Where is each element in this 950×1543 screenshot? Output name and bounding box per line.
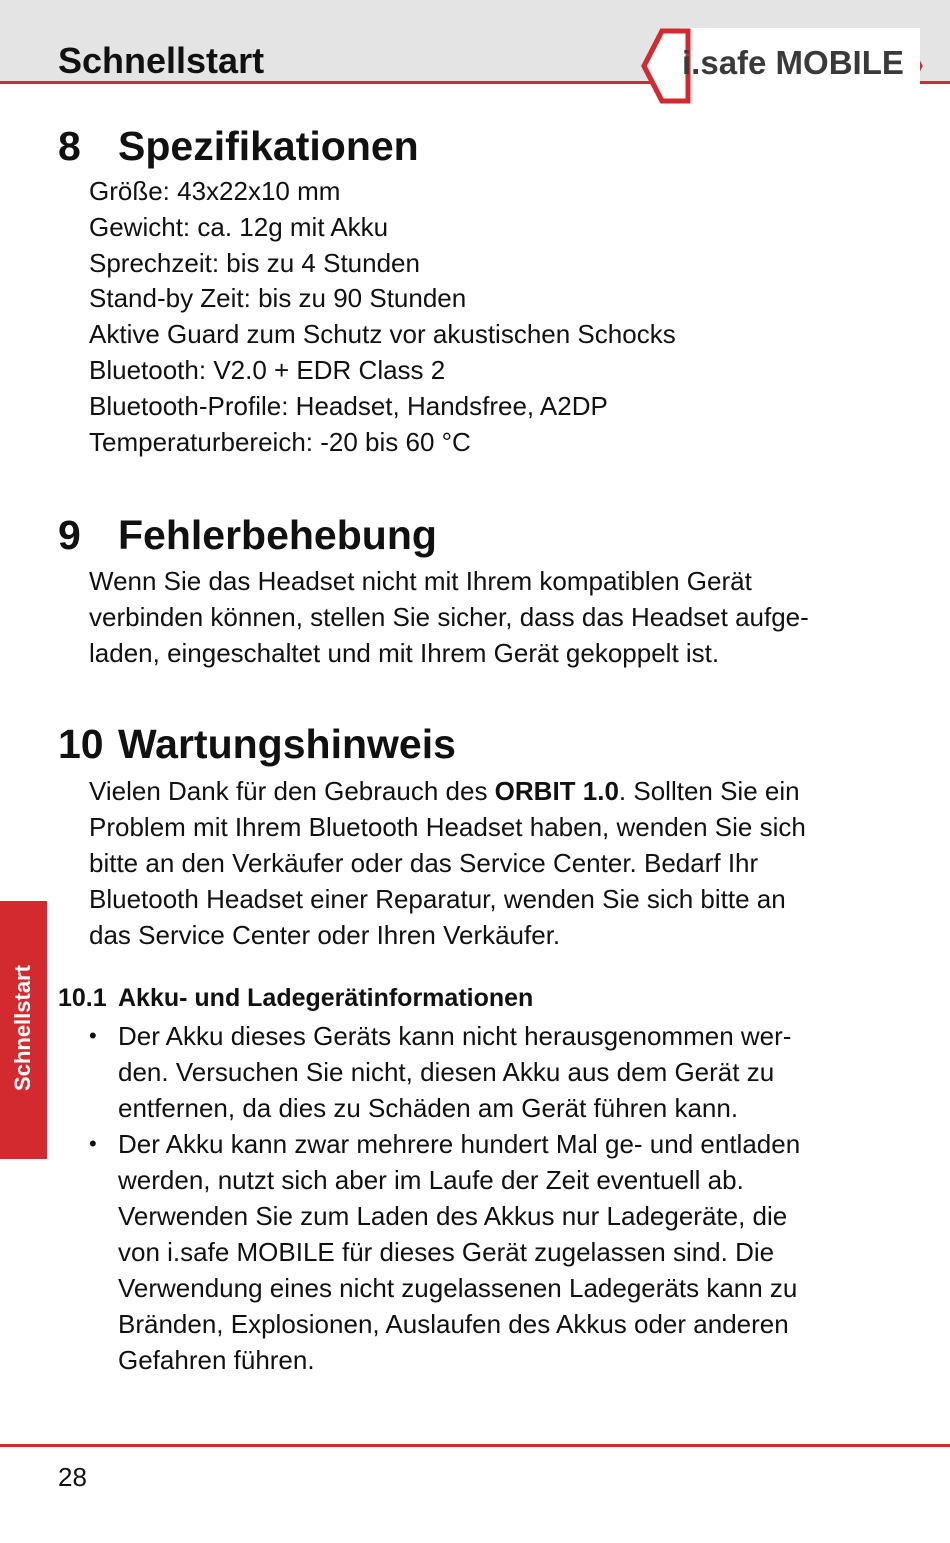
header-title: Schnellstart (58, 40, 265, 81)
spec-item: Gewicht: ca. 12g mit Akku (89, 211, 389, 242)
section-title: Spezifikationen (118, 123, 419, 169)
section-title: Akku- und Ladegerätinformationen (118, 984, 534, 1012)
spec-item: Größe: 43x22x10 mm (89, 176, 341, 206)
maintenance-line: bitte an den Verkäufer oder das Service Center. Bedarf Ihr (89, 848, 759, 878)
spec-list (89, 174, 676, 460)
list-item (88, 1018, 800, 1126)
maintenance-line: das Service Center oder Ihren Verkäufer. (89, 920, 561, 950)
bullet-line: Der Akku dieses Geräts kann nicht herausgenommen wer- (118, 1021, 792, 1051)
page-number: 28 (58, 1462, 87, 1492)
section-10-heading (58, 721, 456, 768)
section-10-1-heading (58, 984, 533, 1013)
section-title: Wartungshinweis (118, 721, 456, 767)
bullet-line: Verwendung eines nicht zugelassenen Ladegeräts kann zu (118, 1273, 798, 1303)
troubleshooting-line: laden, eingeschaltet und mit Ihrem Gerät gekoppelt ist. (89, 638, 720, 668)
spec-item: Bluetooth-Profile: Headset, Handsfree, A2DP (89, 390, 608, 421)
bullet-line: werden, nutzt sich aber im Laufe der Zeit eventuell ab. (118, 1165, 744, 1195)
spec-item: Aktive Guard zum Schutz vor akustischen Schocks (89, 319, 676, 350)
spec-item: Stand-by Zeit: bis zu 90 Stunden (89, 283, 467, 314)
maintenance-line: Problem mit Ihrem Bluetooth Headset haben, wenden Sie sich (89, 812, 806, 842)
troubleshooting-line: Wenn Sie das Headset nicht mit Ihrem kompatiblen Gerät (89, 566, 752, 596)
section-9-heading (58, 512, 437, 559)
logo-text: i.safe MOBILE (682, 44, 904, 81)
spec-item: Sprechzeit: bis zu 4 Stunden (89, 247, 420, 278)
maintenance-line (89, 773, 800, 809)
spec-item: Bluetooth: V2.0 + EDR Class 2 (89, 354, 446, 385)
section-number: 10 (58, 721, 104, 767)
bullet-icon: • (89, 1023, 97, 1048)
section-8-heading (58, 123, 419, 170)
bullet-line: Verwenden Sie zum Laden des Akkus nur Ladegeräte, die (118, 1201, 788, 1231)
section-number: 10.1 (58, 984, 107, 1012)
bullet-line: Der Akku kann zwar mehrere hundert Mal ge- und entladen (118, 1129, 801, 1159)
section-title: Fehlerbehebung (118, 512, 437, 558)
footer-divider (0, 1444, 950, 1447)
troubleshooting-line: verbinden können, stellen Sie sicher, dass das Headset aufge- (89, 602, 809, 632)
side-tab-label: Schnellstart (10, 965, 35, 1091)
list-item (88, 1126, 800, 1378)
bullet-line: entfernen, da dies zu Schäden am Gerät führen kann. (118, 1093, 739, 1123)
product-name: ORBIT 1.0 (494, 776, 619, 806)
bullet-line: Gefahren führen. (118, 1345, 315, 1375)
section-number: 8 (58, 123, 81, 169)
section-number: 9 (58, 512, 81, 558)
maintenance-text: . Sollten Sie ein (618, 776, 800, 806)
bullet-line: den. Versuchen Sie nicht, diesen Akku aus dem Gerät zu (118, 1057, 775, 1087)
bullet-icon: • (89, 1131, 97, 1156)
spec-item: Temperaturbereich: -20 bis 60 °C (89, 426, 471, 457)
bullet-line: Bränden, Explosionen, Auslaufen des Akkus oder anderen (118, 1309, 789, 1339)
bullet-line: von i.safe MOBILE für dieses Gerät zugelassen sind. Die (118, 1237, 775, 1267)
battery-info-list (88, 1018, 800, 1378)
maintenance-text: Vielen Dank für den Gebrauch des (89, 776, 495, 806)
maintenance-line: Bluetooth Headset einer Reparatur, wenden Sie sich bitte an (89, 884, 786, 914)
